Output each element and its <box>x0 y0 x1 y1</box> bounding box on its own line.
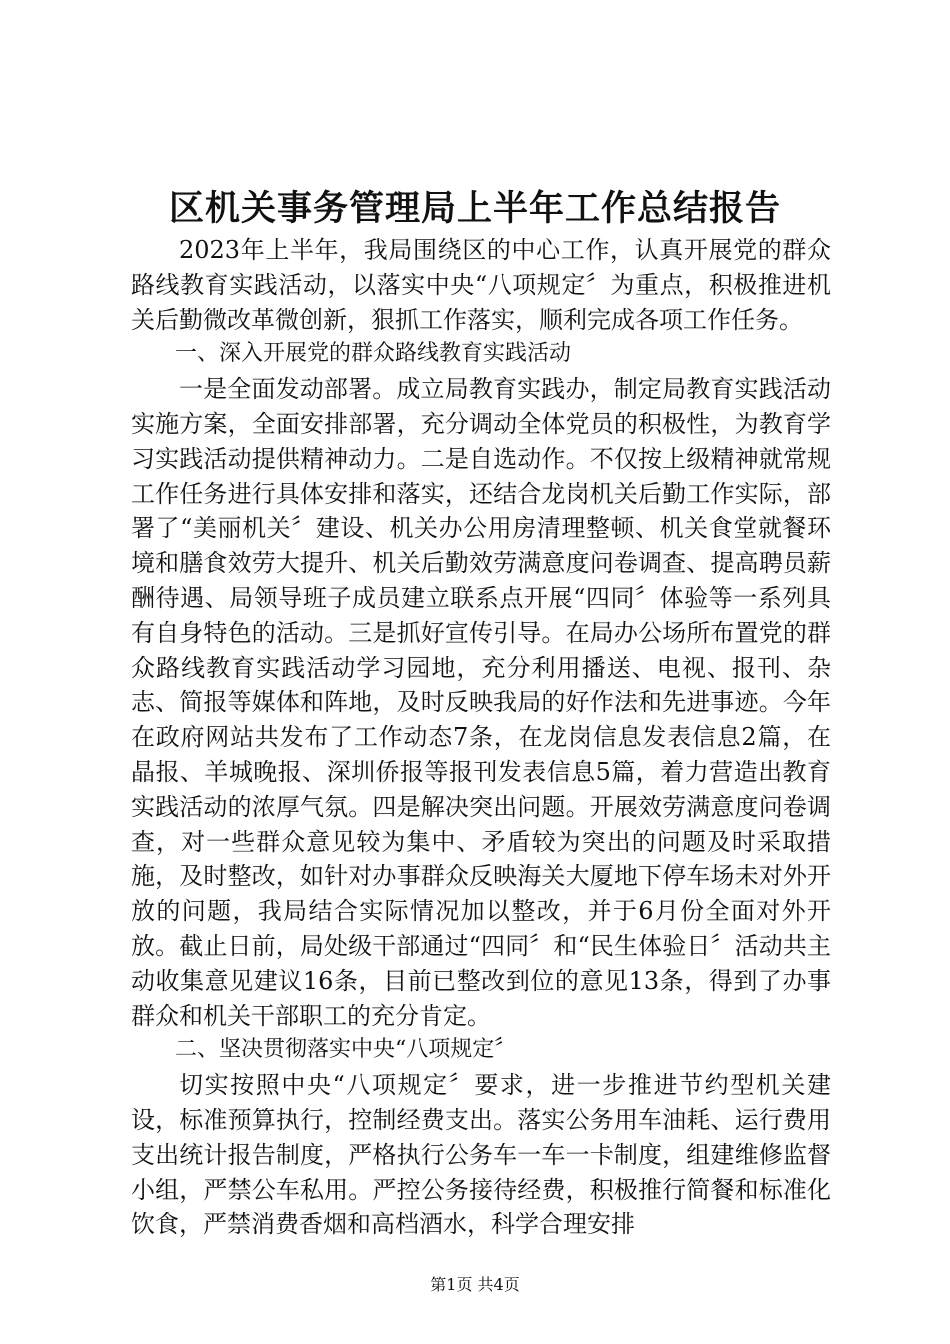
section-1-heading: 一、深入开展党的群众路线教育实践活动 <box>175 341 572 367</box>
document-title: 区机关事务管理局上半年工作总结报告 <box>168 188 781 229</box>
page-footer: 第1页 共4页 <box>430 1275 520 1294</box>
section-1-paragraph: 一是全面发动部署。成立局教育实践办，制定局教育实践活动实施方案，全面安排部署，充分调动全体党员的积极性，为教育学习实践活动提供精神动力。二是自选动作。不仅按上级精神就常规工作任务进行具体安排和落实，还结合龙岗机关后勤工作实际，部署了“美丽机关〞建设、机关办公用房清理整顿、机关食堂就餐环境和膳食效劳大提升、机关后勤效劳满意度问卷调查、提高聘员薪酬待遇、局领导班子成员建立联系点开展“四同〞体验等一系列具有自身特色的活动。三是抓好宣传引导。在局办公场所布置党的群众路线教育实践活动学习园地，充分利用播送、电视、报刊、杂志、简报等媒体和阵地，及时反映我局的好作法和先进事迹。今年在政府网站共发布了工作动态7条，在龙岗信息发表信息2篇，在晶报、羊城晚报、深圳侨报等报刊发表信息5篇，着力营造出教育实践活动的浓厚气氛。四是解决突出问题。开展效劳满意度问卷调查，对一些群众意见较为集中、矛盾较为突出的问题及时采取措施，及时整改，如针对办事群众反映海关大厦地下停车场未对外开放的问题，我局结合实际情况加以整改，并于6月份全面对外开放。截止日前，局处级干部通过“四同〞和“民生体验日〞活动共主动收集意见建议16条，目前已整改到位的意见13条，得到了办事群众和机关干部职工的充分肯定。 <box>131 375 831 1030</box>
section-2-paragraph: 切实按照中央“八项规定〞要求，进一步推进节约型机关建设，标准预算执行，控制经费支出。落实公务用车油耗、运行费用支出统计报告制度，严格执行公务车一车一卡制度，组建维修监督小组，严禁公车私用。严控公务接待经费，积极推行简餐和标准化饮食，严禁消费香烟和高档酒水，科学合理安排 <box>131 1071 831 1239</box>
section-2-heading: 二、坚决贯彻落实中央“八项规定〞 <box>175 1037 517 1063</box>
intro-paragraph: 2023年上半年，我局围绕区的中心工作，认真开展党的群众路线教育实践活动，以落实中央“八项规定〞为重点，积极推进机关后勤微改革微创新，狠抓工作落实，顺利完成各项工作任务。 <box>131 236 831 334</box>
document-body <box>131 233 831 1242</box>
